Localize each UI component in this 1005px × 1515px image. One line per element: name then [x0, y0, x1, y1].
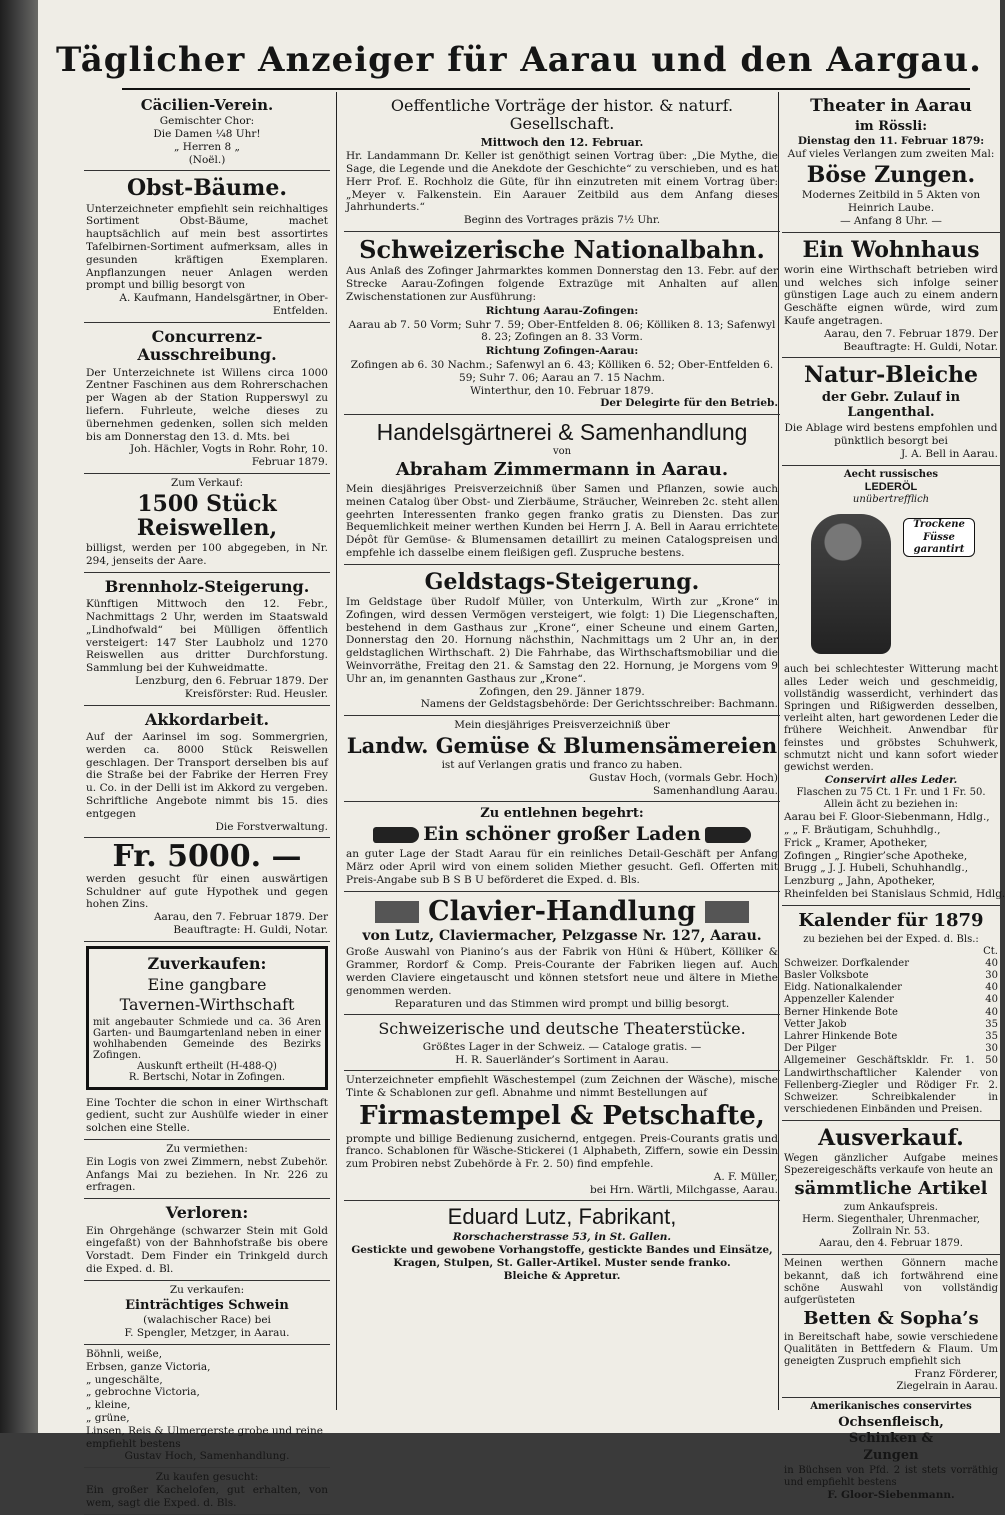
- kalender-name: Appenzeller Kalender: [784, 994, 894, 1006]
- ad-handelsgaertnerei: Handelsgärtnerei & Samenhandlung von Abraham Zimmermann in Aarau. Mein diesjähriges Preisverzeichniß über Samen und Pflanzen, sowie auch meinen Catalog über Obst- und Zierbäume, Sträucher, Weinreben 2c. steht allen geehrten Interessenten franko gegen franko gratis zu Diensten. Das zur Bequemlichkeit meiner werthen Kunden bei Herrn J. A. Bell in Aarau errichtete Dépôt für Gemüse- & Blumensamen detaillirt zu meinen Catalogspreisen und empfehle ich dasselbe einem fleißigen gefl. Zuspruche bestens.: [344, 415, 780, 565]
- ad-naturbleiche: Natur-Bleiche der Gebr. Zulauf in Langenthal. Die Ablage wird bestens empfohlen und pünktlich besorgt bei J. A. Bell in Aarau.: [782, 358, 1000, 465]
- kalender-price: 40: [985, 982, 998, 994]
- kalender-price: 35: [985, 1031, 998, 1043]
- pointing-hand-icon: [705, 827, 751, 843]
- kalender-price: 30: [985, 1043, 998, 1055]
- ad-geldstag: Geldstags-Steigerung. Im Geldstage über Rudolf Müller, von Unterkulm, Wirth zur „Krone“ in Zofingen, wird dessen Vermögen versteigert, wie folgt: 1) Die Liegenschaften, bestehend in dem Gasthaus zur „Krone“, einer Scheune und einem Garten, Donnerstag den 20. Hornung nächsthin, Nachmittags um 2 Uhr an, in der geldstaglichen Wirthschaft. 2) Die Fahrhabe, das Wirthschaftsmobiliar und die Weinvorräthe, Freitag den 21. & Samstag den 22. Hornung, je Morgens vom 9 Uhr an, im genannten Gasthaus zur „Krone“. Zofingen, den 29. Jänner 1879. Namens der Geldstagsbehörde: Der Gerichtsschreiber: Bachmann.: [344, 565, 780, 716]
- ad-ausverkauf: Ausverkauf. Wegen gänzlicher Aufgabe meines Spezereigeschäfts verkaufe von heute an sämmtliche Artikel zum Ankaufspreis. Herm. Siegenthaler, Uhrenmacher, Zollrain Nr. 53. Aarau, den 4. Februar 1879.: [782, 1121, 1000, 1255]
- kalender-price: 40: [985, 957, 998, 969]
- kalender-name: Lahrer Hinkende Bote: [784, 1031, 898, 1043]
- newspaper-page: [38, 0, 1005, 1509]
- kalender-price: 40: [985, 994, 998, 1006]
- middle-column: [344, 92, 780, 1287]
- kalender-item: [784, 982, 998, 994]
- trockene-fuesse-label: Trockene Füsse garantirt: [903, 518, 975, 557]
- masthead: Täglicher Anzeiger für Aarau und den Aargau.: [56, 40, 982, 80]
- ad-concurrenz: Concurrenz-Ausschreibung. Der Unterzeichnete ist Willens circa 1000 Zentner Faschinen aus dem Rohrerschachen per Wagen ab der Station Rupperswyl zu liefern. Fuhrleute, welche dieses zu übernehmen gedenken, sollen sich melden bis am Donnerstag den 13. d. Mts. bei Joh. Hächler, Vogts in Rohr. Rohr, 10. Februar 1879.: [84, 323, 330, 474]
- ad-reiswellen: Zum Verkauf: 1500 Stück Reiswellen, billigst, werden per 100 abgegeben, in Nr. 294, jenseits der Aare.: [84, 474, 330, 573]
- ad-wirthschaft-box: Zuverkaufen: Eine gangbare Tavernen-Wirthschaft mit angebauter Schmiede und ca. 36 Aren Garten- und Baumgartenland neben in einer wohlhabenden Gemeinde des Bezirks Zofingen. Auskunft ertheilt (H-488-Q) R. Bertschi, Notar in Zofingen.: [86, 946, 328, 1090]
- kalender-name: Berner Hinkende Bote: [784, 1006, 898, 1018]
- ad-vortraege: Oeffentliche Vorträge der histor. & naturf. Gesellschaft. Mittwoch den 12. Februar. Hr. Landammann Dr. Keller ist genöthigt seinen Vortrag über: „Die Mythe, die Sage, die Legende und die Anekdote der Geschichte“ zu verschieben, und es hat Herr Prof. E. Rochholz die Güte, für ihn einzutreten mit einem Vortrag über: „Meyer v. Falkenstein. Ein Aarauer Zeitbild aus dem Anfang dieses Jahrhunderts.“ Beginn des Vortrages präzis 7½ Uhr.: [344, 92, 780, 232]
- ad-brennholz: Brennholz-Steigerung. Künftigen Mittwoch den 12. Febr., Nachmittags 2 Uhr, werden im Staatswald „Lindhofwald“ bei Mülligen öffentlich versteigert: 147 Ster Laubholz und 1270 Reiswellen aus dritter Durchforstung. Sammlung bei der Kuhweidmatte. Lenzburg, den 6. Februar 1879. Der Kreisförster: Rud. Heusler.: [84, 573, 330, 706]
- ad-theater-aarau: Theater in Aarau im Rössli: Dienstag den 11. Februar 1879: Auf vieles Verlangen zum zweiten Mal: Böse Zungen. Modernes Zeitbild in 5 Akten von Heinrich Laube. — Anfang 8 Uhr. —: [782, 92, 1000, 233]
- piano-icon: [705, 901, 749, 923]
- ad-laden: Zu entlehnen begehrt: Ein schöner großer Laden an guter Lage der Stadt Aarau für ein reinliches Detail-Geschäft per Anfang März oder April wird von einem soliden Miether gesucht. Gefl. Offerten mit Preis-Angabe sub B S B U beförderet die Exped. d. Bls.: [344, 802, 780, 891]
- kalender-price: 30: [985, 970, 998, 982]
- ad-stempel: Unterzeichneter empfiehlt Wäschestempel (zum Zeichnen der Wäsche), mische Tinte & Schablonen zur gefl. Abnahme und nimmt Bestellungen auf Firmastempel & Petschafte, prompte und billige Bedienung zusichernd, entgegen. Preis-Courants gratis und franco. Schablonen für Wäsche-Stickerei (1 Alphabeth, Ziffern, sowie ein Dessin zum Probiren nebst Zubehörde à Fr. 2. 50) find empfehle. A. F. Müller, bei Hrn. Wärtli, Milchgasse, Aarau.: [344, 1071, 780, 1201]
- ad-logis: Zu vermiethen: Ein Logis von zwei Zimmern, nebst Zubehör. Anfangs Mai zu beziehen. In Nr. 226 zu erfragen.: [84, 1140, 330, 1199]
- kalender-price-list: Ct. Schweizer. Dorfkalender 40 Basler Volksbote 30 Eidg. Nationalkalender 40 Appenzeller Kalender 40 Berner Hinkende Bote 40 Vetter Jakob 35 Lahrer Hinkende Bote 35 Der Pilger 30: [784, 945, 998, 1055]
- kalender-name: Eidg. Nationalkalender: [784, 982, 902, 994]
- column-rule-left: [336, 92, 337, 1410]
- kalender-item: [784, 1019, 998, 1031]
- ad-caecilien: Cäcilien-Verein. Gemischter Chor: Die Damen ¼8 Uhr! „ Herren 8 „ (Noël.): [84, 92, 330, 171]
- ad-tochter: Eine Tochter die schon in einer Wirthschaft gedient, sucht zur Aushülfe wieder in einer solchen eine Stelle.: [84, 1094, 330, 1140]
- piano-icon: [375, 901, 419, 923]
- kalender-item: [784, 970, 998, 982]
- book-spine: [0, 0, 38, 1433]
- kalender-item: [784, 1043, 998, 1055]
- ad-verloren: Verloren: Ein Ohrgehänge (schwarzer Stein mit Gold eingefaßt) von der Bahnhofstraße bis obere Vorstadt. Dem Finder ein Trinkgeld durch die Exped. d. Bl.: [84, 1199, 330, 1281]
- ad-lederoel: Aecht russisches LEDERÖL unübertrefflich Trockene Füsse garantirt auch bei schlechtester Witterung macht alles Leder weich und geschmeidig, vollständig wasserdicht, verhindert das Springen und Rißigwerden desselben, verleiht alten, hart gewordenen Leder die frühere Weichheit. Anwendbar für feinstes und gröbstes Schuhwerk, schmutzt nicht und kann sofort wieder gewichst werden. Conservirt alles Leder. Flaschen zu 75 Ct. 1 Fr. und 1 Fr. 50. Allein ächt zu beziehen in: Aarau bei F. Gloor-Siebenmann, Hdlg., „ „ F. Bräutigam, Schuhhdlg., Frick „ Kramer, Apotheker, Zofingen „ Ringier’sche Apotheke, Brugg „ J. J. Hubeli, Schuhhandlg., Lenzburg „ Jahn, Apotheker, Rheinfelden bei Stanislaus Schmid, Hdlg.: [782, 466, 1000, 906]
- kalender-item: [784, 1007, 998, 1019]
- kalender-name: Der Pilger: [784, 1043, 837, 1055]
- right-column: [782, 92, 1005, 1506]
- ad-theaterstuecke: Schweizerische und deutsche Theaterstücke. Größtes Lager in der Schweiz. — Cataloge gratis. — H. R. Sauerländer’s Sortiment in Aarau.: [344, 1015, 780, 1071]
- kalender-price: 35: [985, 1018, 998, 1030]
- left-column: [84, 92, 330, 1515]
- kalender-name: Basler Volksbote: [784, 970, 869, 982]
- kalender-item: [784, 994, 998, 1006]
- man-with-boots-image: [811, 514, 891, 654]
- ad-saemereien: Mein diesjähriges Preisverzeichniß über Landw. Gemüse & Blumensämereien ist auf Verlangen gratis und franco zu haben. Gustav Hoch, (vormals Gebr. Hoch) Samenhandlung Aarau.: [344, 716, 780, 802]
- ad-obstbaeume: Obst-Bäume. Unterzeichneter empfiehlt sein reichhaltiges Sortiment Obst-Bäume, machet hauptsächlich auf mein best assortirtes Tafelbirnen-Sortiment aufmerksam, alles in gesunden kräftigen Exemplaren. Anpflanzungen neuer Anlagen werden prompt und billig besorgt von A. Kaufmann, Handelsgärtner, in Ober-Entfelden.: [84, 171, 330, 322]
- ad-ochsenfleisch: Amerikanisches conservirtes Ochsenfleisch, Schinken & Zungen in Büchsen von Pfd. 2 ist stets vorräthig und empfiehlt bestens F. Gloor-Siebenmann.: [784, 1401, 998, 1502]
- ad-kachelofen: Zu kaufen gesucht: Ein großer Kachelofen, gut erhalten, von wem, sagt die Exped. d. Bls.: [84, 1468, 330, 1514]
- kalender-name: Vetter Jakob: [784, 1018, 847, 1030]
- ad-schwein: Zu verkaufen: Einträchtiges Schwein (walachischer Race) bei F. Spengler, Metzger, in Aarau.: [84, 1281, 330, 1345]
- ad-wohnhaus: Ein Wohnhaus worin eine Wirthschaft betrieben wird und welches sich infolge seiner günstigen Lage auch zu einem andern Geschäfte eignen würde, wird zum Kaufe angetragen. Aarau, den 7. Februar 1879. Der Beauftragte: H. Guldi, Notar.: [782, 233, 1000, 359]
- masthead-rule: [122, 88, 970, 90]
- ad-kalender: Kalender für 1879 zu beziehen bei der Exped. d. Bls.: Ct. Schweizer. Dorfkalender 40 Basler Volksbote 30 Eidg. Nationalkalender 40 Appenzeller Kalender 40 Berner Hinkende Bote 40 Vetter Jakob 35 Lahrer Hinkende Bote 35 Der Pilger 30 Allgemeiner Geschäftskldr. Fr. 1. 50 Landwirthschaftlicher Kalender von Fellenberg-Ziegler und Rödiger Fr. 2. Schweizer. Schreibkalender in verschiedenen Einbänden und Preisen.: [782, 906, 1000, 1122]
- kalender-name: Schweizer. Dorfkalender: [784, 957, 909, 969]
- pointing-hand-icon: [373, 827, 419, 843]
- ad-betten: Meinen werthen Gönnern mache bekannt, daß ich fortwährend eine schöne Auswahl von vollständig aufgerüsteten Betten & Sopha’s in Bereitschaft habe, sowie verschiedene Qualitäten in Bettfedern & Flaum. Um geneigten Zuspruch empfiehlt sich Franz Förderer, Ziegelrain in Aarau.: [782, 1255, 1000, 1398]
- boots-illustration: [791, 510, 991, 660]
- ad-nationalbahn: Schweizerische Nationalbahn. Aus Anlaß des Zofinger Jahrmarktes kommen Donnerstag den 13. Febr. auf der Strecke Aarau-Zofingen folgende Extrazüge mit Anhalten auf allen Zwischenstationen zur Ausführung: Richtung Aarau-Zofingen: Aarau ab 7. 50 Vorm; Suhr 7. 59; Ober-Entfelden 8. 06; Kölliken 8. 13; Safenwyl 8. 23; Zofingen an 8. 33 Vorm. Richtung Zofingen-Aarau: Zofingen ab 6. 30 Nachm.; Safenwyl an 6. 43; Kölliken 6. 52; Ober-Entfelden 6. 59; Suhr 7. 06; Aarau an 7. 15 Nachm. Winterthur, den 10. Februar 1879. Der Delegirte für den Betrieb.: [344, 232, 780, 415]
- ad-fr5000: Fr. 5000. — werden gesucht für einen auswärtigen Schuldner auf gute Hypothek und gegen hohen Zins. Aarau, den 7. Februar 1879. Der Beauftragte: H. Guldi, Notar.: [84, 838, 330, 941]
- kalender-item: [784, 1031, 998, 1043]
- ad-clavier: Clavier-Handlung von Lutz, Claviermacher, Pelzgasse Nr. 127, Aarau. Große Auswahl von Pianino’s aus der Fabrik von Hüni & Hübert, Kölliker & Grammer, Rordorf & Comp. Preis-Courante der Fabriken liegen auf. Auch werden Claviere eingetauscht und können stetsfort neue und ältere in Miethe genommen werden. Reparaturen und das Stimmen wird prompt und billig besorgt.: [344, 892, 780, 1016]
- ad-akkordarbeit: Akkordarbeit. Auf der Aarinsel im sog. Sommergrien, werden ca. 8000 Stück Reiswellen geschlagen. Der Transport derselben bis auf die Straße bei der Fabrike der Herren Frey u. Co. in der Delli ist im Akkord zu vergeben. Schriftliche Angebote nimmt bis 15. dies entgegen Die Forstverwaltung.: [84, 706, 330, 839]
- kalender-item: [784, 958, 998, 970]
- ad-eduard-lutz: Eduard Lutz, Fabrikant, Rorschacherstrasse 53, in St. Gallen. Gestickte und gewobene Vorhangstoffe, gestickte Bandes und Einsätze, Kragen, Stulpen, St. Galler-Artikel. Muster sende franko. Bleiche & Appretur.: [351, 1204, 773, 1282]
- ad-samen: Böhnli, weiße, Erbsen, ganze Victoria, „ ungeschälte, „ gebrochne Victoria, „ kleine, „ grüne, Linsen, Reis & Ulmergerste grobe und reine empfiehlt bestens Gustav Hoch, Samenhandlung.: [84, 1345, 330, 1468]
- kalender-price: 40: [985, 1006, 998, 1018]
